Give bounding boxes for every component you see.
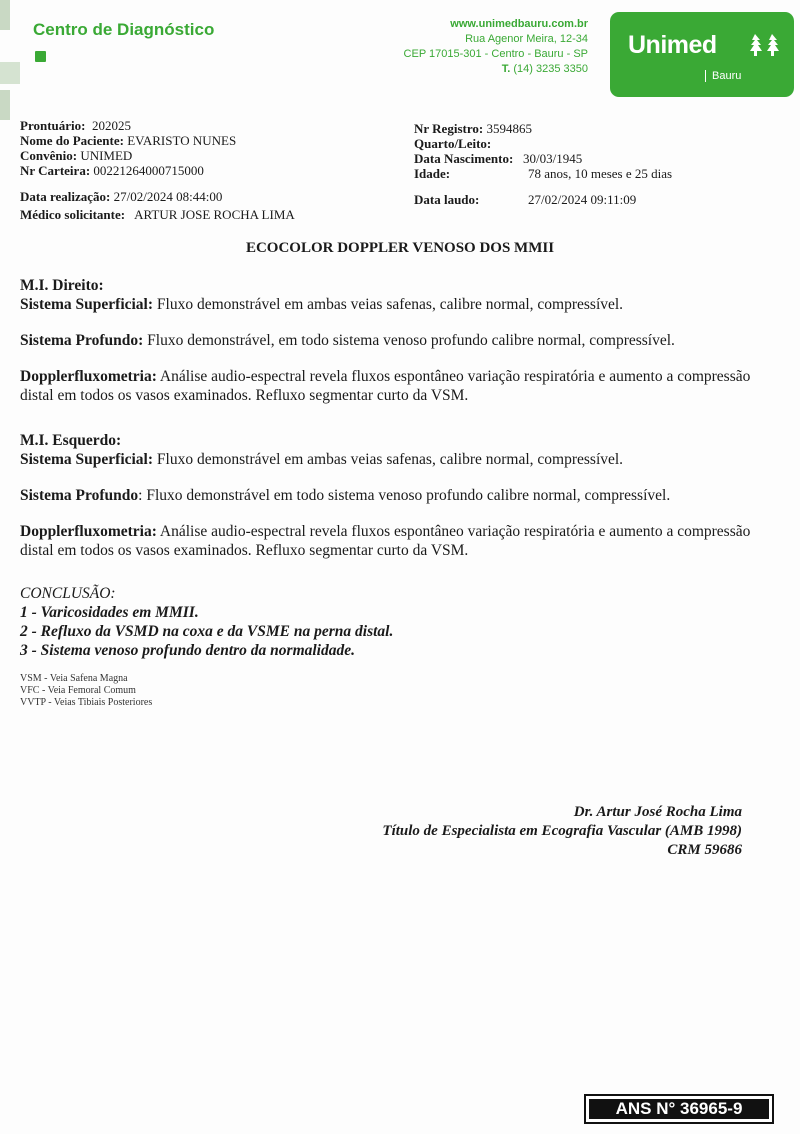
nascimento-value: 30/03/1945 [523,151,583,166]
right-superficial-text: Fluxo demonstrável em ambas veias safenas, calibre normal, compressível. [153,296,624,313]
ans-number: ANS N° 36965-9 [589,1099,769,1119]
phone-line [404,62,588,77]
left-profundo-text: : Fluxo demonstrável em todo sistema venoso profundo calibre normal, compressível. [138,487,671,504]
nome-value: EVARISTO NUNES [127,133,237,148]
medico-label: Médico solicitante: [20,207,126,222]
left-doppler [20,522,780,560]
laudo-value: 27/02/2024 09:11:09 [528,192,637,207]
report-title: ECOCOLOR DOPPLER VENOSO DOS MMII [245,240,555,256]
data-realizacao-row [20,189,295,204]
scan-edge-artifact [0,90,10,120]
scan-edge-artifact [0,0,10,30]
patient-info-left [20,118,295,222]
convenio-value: UNIMED [80,148,133,163]
right-limb-heading: M.I. Direito: [20,277,104,294]
left-superficial [20,450,780,469]
left-doppler-text: Análise audio-espectral revela fluxos espontâneo variação respiratória e aumento a compressão distal em todos os vasos examinados. Refluxo segmentar curto da VSM. [20,523,751,559]
right-doppler-text: Análise audio-espectral revela fluxos espontâneo variação respiratória e aumento a compressão distal em todos os vasos examinados. Refluxo segmentar curto da VSM. [20,368,751,404]
abbreviation-item: VVTP - Veias Tibiais Posteriores [20,697,153,708]
laudo-label: Data laudo: [414,192,480,207]
data-realizacao-value: 27/02/2024 08:44:00 [113,189,223,204]
scan-edge-artifact [0,62,20,84]
left-doppler-label: Dopplerfluxometria: [20,523,157,540]
right-profundo-text: Fluxo demonstrável, em todo sistema venoso profundo calibre normal, compressível. [143,332,675,349]
carteira-value: 00221264000715000 [93,163,204,178]
carteira-label: Nr Carteira: [20,163,91,178]
right-superficial [20,295,780,314]
prontuario-row [20,118,295,133]
idade-row [414,166,672,181]
registro-value: 3594865 [486,121,532,136]
right-profundo-label: Sistema Profundo: [20,332,144,349]
nome-label: Nome do Paciente: [20,133,124,148]
unimed-logo [610,12,794,97]
unimed-tree-icon [750,34,784,60]
convenio-row [20,148,295,163]
laudo-row [414,192,672,207]
prontuario-value: 202025 [91,118,131,133]
left-superficial-label: Sistema Superficial: [20,451,154,468]
right-doppler [20,367,780,405]
left-limb-heading: M.I. Esquerdo: [20,432,122,449]
conclusion-item: 3 - Sistema venoso profundo dentro da normalidade. [20,642,355,659]
conclusion-section [20,584,393,660]
conclusion-heading: CONCLUSÃO: [20,585,116,602]
logo-name: Unimed [628,31,717,59]
abbreviations-list [20,673,152,709]
section-left-limb [20,431,780,560]
left-profundo-label: Sistema Profundo [20,487,139,504]
idade-label: Idade: [414,166,451,181]
nome-row [20,133,295,148]
ans-badge [584,1094,774,1124]
conclusion-item: 1 - Varicosidades em MMII. [20,604,199,621]
nascimento-label: Data Nascimento: [414,151,514,166]
quarto-row [414,136,672,151]
conclusion-item: 2 - Refluxo da VSMD na coxa e da VSME na perna distal. [20,623,394,640]
signature-crm: CRM 59686 [667,842,742,858]
convenio-label: Convênio: [20,148,78,163]
patient-info-right [414,121,672,207]
registro-row [414,121,672,136]
left-profundo [20,486,780,505]
abbreviation-item: VSM - Veia Safena Magna [20,673,128,684]
phone-number: (14) 3235 3350 [513,63,588,75]
signature-name: Dr. Artur José Rocha Lima [573,804,742,820]
address-line-2: CEP 17015-301 - Centro - Bauru - SP [403,48,588,60]
website-link[interactable]: www.unimedbauru.com.br [450,18,588,30]
medico-row [20,207,295,222]
prontuario-label: Prontuário: [20,118,86,133]
carteira-row [20,163,295,178]
phone-prefix: T. [501,63,511,75]
right-doppler-label: Dopplerfluxometria: [20,368,157,385]
right-superficial-label: Sistema Superficial: [20,296,154,313]
nascimento-row [414,151,672,166]
left-superficial-text: Fluxo demonstrável em ambas veias safenas, calibre normal, compressível. [153,451,624,468]
signature-title: Título de Especialista em Ecografia Vascular (AMB 1998) [382,823,742,839]
registro-label: Nr Registro: [414,121,484,136]
medico-value: ARTUR JOSE ROCHA LIMA [134,207,295,222]
section-right-limb [20,276,780,405]
address-block [404,17,588,77]
logo-city: Bauru [705,70,741,82]
brand-square-icon [35,51,46,62]
address-line-1: Rua Agenor Meira, 12-34 [465,33,588,45]
idade-value: 78 anos, 10 meses e 25 dias [528,166,673,181]
center-name: Centro de Diagnóstico [33,20,215,39]
signature-block [382,803,742,860]
data-realizacao-label: Data realização: [20,189,111,204]
abbreviation-item: VFC - Veia Femoral Comum [20,685,136,696]
quarto-label: Quarto/Leito: [414,136,492,151]
right-profundo [20,331,780,350]
